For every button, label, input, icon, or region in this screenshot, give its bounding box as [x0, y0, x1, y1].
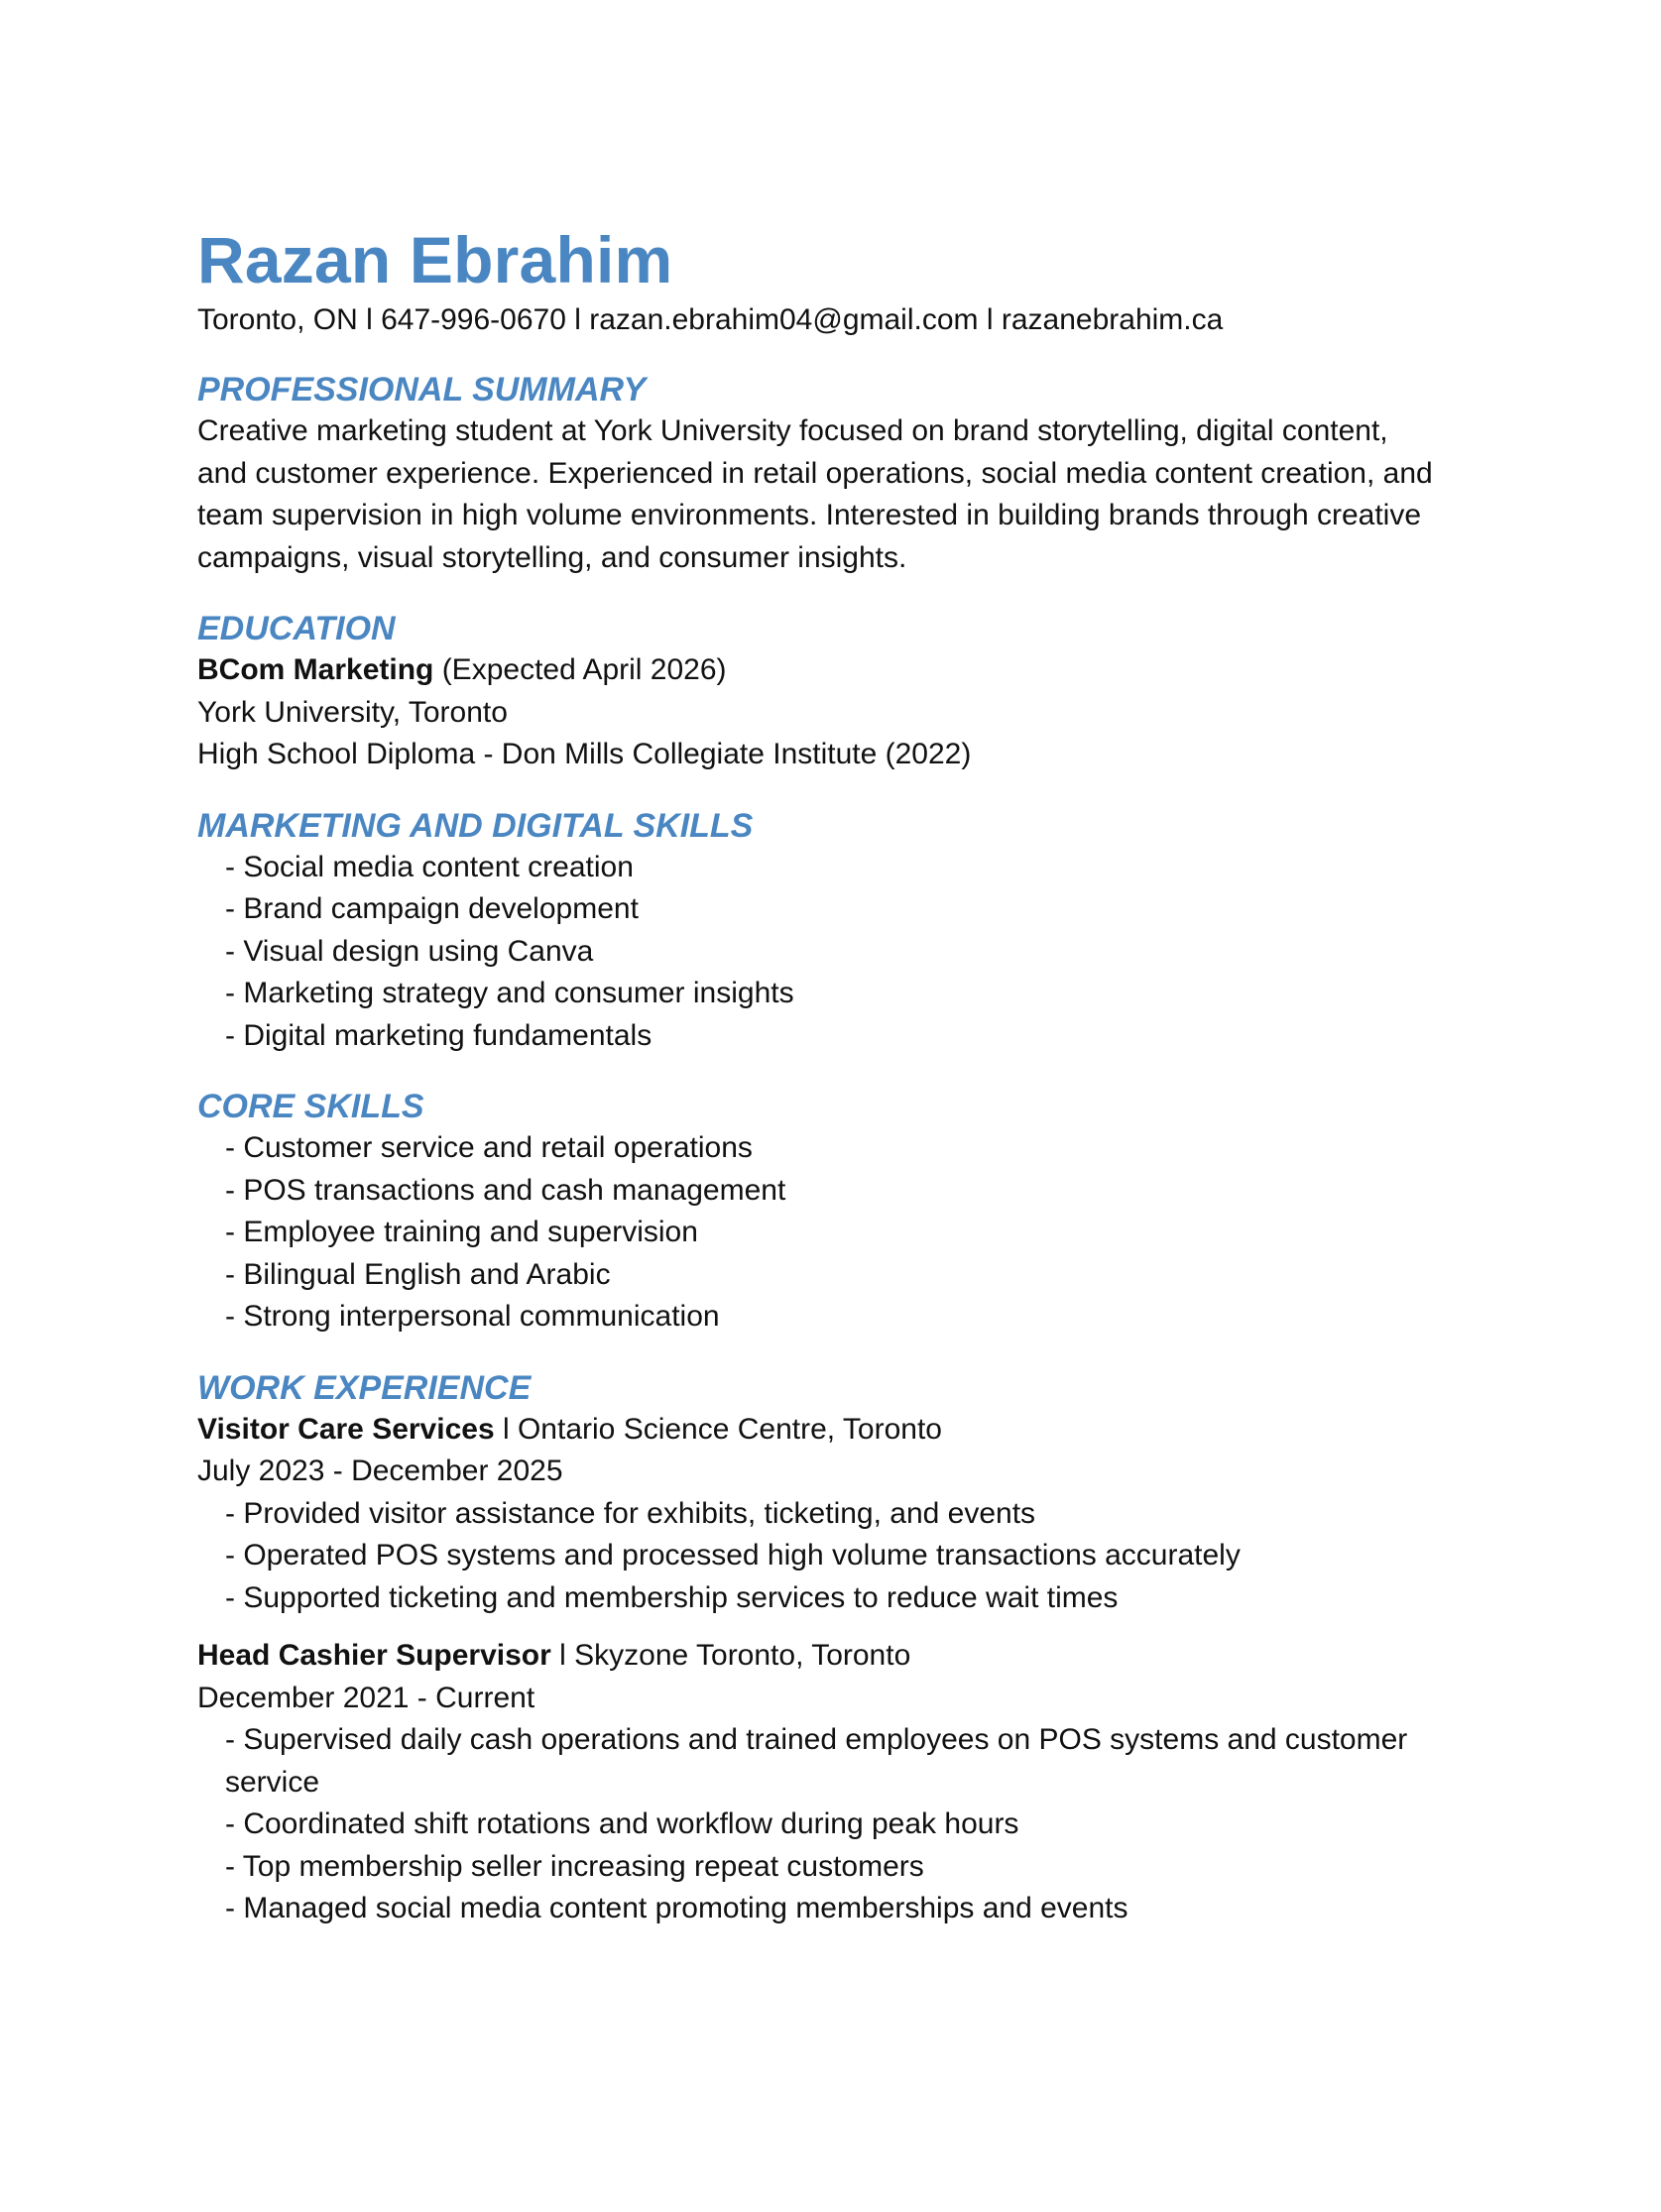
job-employer: l Ontario Science Centre, Toronto — [494, 1412, 942, 1446]
list-item: - Provided visitor assistance for exhibits, ticketing, and events — [225, 1496, 1036, 1530]
core-skills-list — [197, 1127, 1486, 1339]
degree-line — [197, 649, 1486, 692]
core-skills-section — [197, 1086, 1486, 1339]
list-item: - Visual design using Canva — [225, 934, 594, 968]
summary-line: team supervision in high volume environments. Interested in building brands through creative — [197, 499, 1422, 531]
summary-line: and customer experience. Experienced in retail operations, social media content creation, and — [197, 456, 1433, 490]
job-title: Head Cashier Supervisor — [197, 1639, 551, 1672]
summary-heading: PROFESSIONAL SUMMARY — [197, 371, 647, 408]
job-bullets — [197, 1493, 1486, 1620]
list-item: - Supervised daily cash operations and trained employees on POS systems and customer — [225, 1723, 1408, 1756]
job-title: Visitor Care Services — [197, 1412, 495, 1446]
list-item: - Strong interpersonal communication — [225, 1300, 720, 1333]
degree-title: BCom Marketing — [197, 653, 434, 686]
summary-line: campaigns, visual storytelling, and consumer insights. — [197, 540, 907, 574]
core-skills-heading: CORE SKILLS — [197, 1088, 424, 1125]
job-entry — [197, 1635, 1486, 1930]
job-entry — [197, 1409, 1486, 1620]
list-item: service — [225, 1765, 320, 1799]
job-dates: July 2023 - December 2025 — [197, 1455, 563, 1487]
job-header — [197, 1635, 1486, 1678]
list-item: - Coordinated shift rotations and workflow during peak hours — [225, 1807, 1019, 1840]
list-item: - Top membership seller increasing repeat customers — [225, 1849, 924, 1883]
list-item: - Operated POS systems and processed high volume transactions accurately — [225, 1539, 1241, 1572]
summary-line: Creative marketing student at York University focused on brand storytelling, digital content, — [197, 414, 1388, 447]
marketing-skills-heading: MARKETING AND DIGITAL SKILLS — [197, 806, 754, 845]
work-experience-section — [197, 1367, 1486, 1930]
degree-note: (Expected April 2026) — [433, 653, 727, 686]
list-item: - Customer service and retail operations — [225, 1131, 753, 1164]
list-item: - Brand campaign development — [225, 892, 639, 925]
list-item: - Managed social media content promoting memberships and events — [225, 1892, 1128, 1924]
high-school-line: High School Diploma - Don Mills Collegiate Institute (2022) — [197, 738, 972, 770]
list-item: - Marketing strategy and consumer insights — [225, 977, 794, 1009]
education-heading: EDUCATION — [197, 610, 396, 647]
school-line: York University, Toronto — [197, 695, 508, 729]
summary-section — [197, 369, 1486, 579]
list-item: - Employee training and supervision — [225, 1216, 698, 1248]
candidate-name: Razan Ebrahim — [197, 223, 673, 296]
list-item: - Bilingual English and Arabic — [225, 1257, 611, 1291]
list-item: - Digital marketing fundamentals — [225, 1018, 653, 1052]
marketing-skills-section — [197, 805, 1486, 1058]
resume-content — [197, 220, 1486, 1930]
job-header — [197, 1409, 1486, 1452]
education-section — [197, 608, 1486, 776]
contact-line: Toronto, ON l 647-996-0670 l razan.ebrahim04@gmail.com l razanebrahim.ca — [197, 303, 1224, 336]
list-item: - POS transactions and cash management — [225, 1173, 786, 1207]
job-dates: December 2021 - Current — [197, 1681, 535, 1714]
job-employer: l Skyzone Toronto, Toronto — [550, 1639, 911, 1672]
marketing-skills-list — [197, 847, 1486, 1058]
job-bullets — [197, 1719, 1486, 1930]
work-experience-heading: WORK EXPERIENCE — [197, 1368, 532, 1407]
list-item: - Social media content creation — [225, 850, 634, 883]
list-item: - Supported ticketing and membership services to reduce wait times — [225, 1580, 1119, 1614]
